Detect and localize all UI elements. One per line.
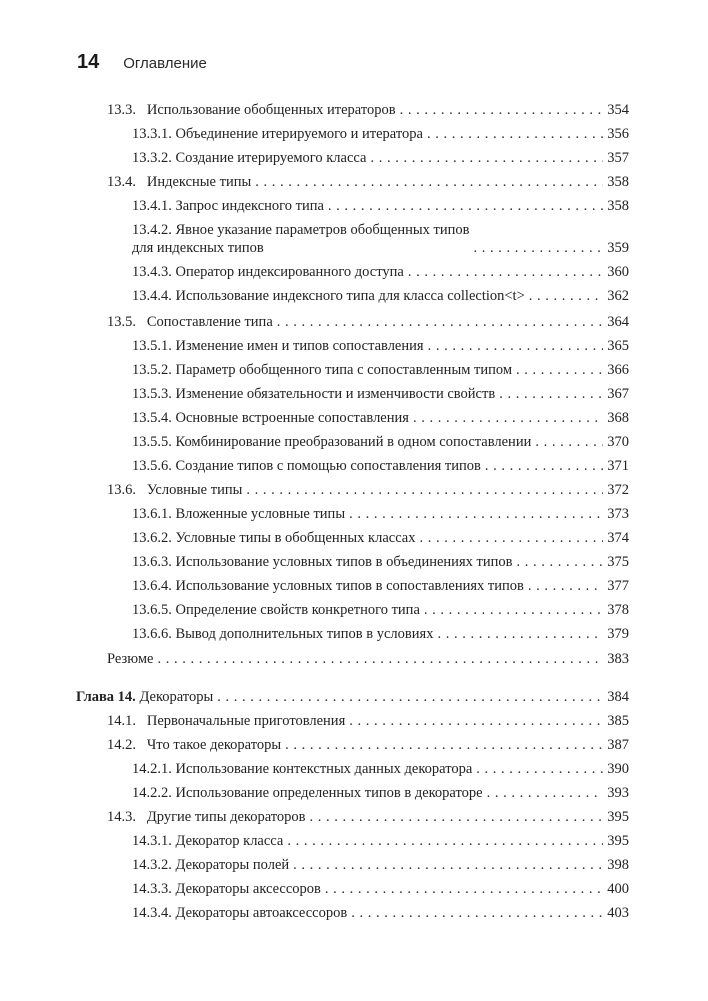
entry-number: 13.4.4. <box>132 288 172 304</box>
entry-title-line1: Явное указание параметров обобщенных типов <box>175 222 470 238</box>
entry-title: Декоратор класса <box>175 833 284 849</box>
dot-leader <box>499 385 603 403</box>
toc-entry[interactable] <box>132 385 629 403</box>
dot-leader <box>349 712 603 730</box>
dot-leader <box>370 149 603 167</box>
toc-entry[interactable] <box>132 625 629 643</box>
toc-entry[interactable] <box>132 553 629 571</box>
entry-number: 14.3.4. <box>132 905 172 921</box>
entry-page: 358 <box>607 198 629 214</box>
entry-page: 385 <box>607 713 629 729</box>
dot-leader <box>535 433 603 451</box>
entry-title: Резюме <box>107 651 154 667</box>
entry-page: 377 <box>607 578 629 594</box>
entry-page: 366 <box>607 362 629 378</box>
entry-title: Комбинирование преобразований в одном сопоставлении <box>175 434 532 450</box>
dot-leader <box>473 239 603 257</box>
toc-entry[interactable] <box>132 505 629 523</box>
dot-leader <box>325 880 603 898</box>
entry-number: 13.5.1. <box>132 338 172 354</box>
toc-entry[interactable] <box>107 712 629 730</box>
entry-page: 395 <box>607 833 629 849</box>
entry-title: Основные встроенные сопоставления <box>175 410 409 426</box>
entry-page: 370 <box>607 434 629 450</box>
toc-entry[interactable] <box>132 832 629 850</box>
entry-page: 371 <box>607 458 629 474</box>
entry-page: 373 <box>607 506 629 522</box>
toc-entry[interactable] <box>132 125 629 143</box>
dot-leader <box>255 173 603 191</box>
toc-entry[interactable] <box>132 149 629 167</box>
entry-page: 367 <box>607 386 629 402</box>
entry-number: 13.4.3. <box>132 264 172 280</box>
dot-leader <box>437 625 603 643</box>
toc-entry[interactable] <box>132 577 629 595</box>
entry-title: Изменение обязательности и изменчивости свойств <box>175 386 496 402</box>
toc-chapter-entry[interactable] <box>76 688 629 706</box>
dot-leader <box>427 125 603 143</box>
dot-leader <box>246 481 603 499</box>
entry-number: 13.5.4. <box>132 410 172 426</box>
dot-leader <box>351 904 603 922</box>
entry-page: 365 <box>607 338 629 354</box>
entry-title: Условные типы в обобщенных классах <box>175 530 416 546</box>
entry-number: 13.5.5. <box>132 434 172 450</box>
entry-page: 379 <box>607 626 629 642</box>
entry-page: 354 <box>607 102 629 118</box>
entry-number: 13.5. <box>107 314 136 330</box>
entry-title: Создание типов с помощью сопоставления типов <box>175 458 481 474</box>
entry-number: 13.6.3. <box>132 554 172 570</box>
entry-number: 13.6.1. <box>132 506 172 522</box>
entry-number: 14.1. <box>107 713 136 729</box>
dot-leader <box>516 553 603 571</box>
entry-page: 378 <box>607 602 629 618</box>
toc-entry[interactable] <box>132 361 629 379</box>
dot-leader <box>528 577 603 595</box>
entry-title: Использование обобщенных итераторов <box>146 102 396 118</box>
dot-leader <box>217 688 603 706</box>
entry-title: Что такое декораторы <box>146 737 282 753</box>
entry-page: 395 <box>607 809 629 825</box>
toc-entry[interactable] <box>132 221 629 257</box>
entry-page: 357 <box>607 150 629 166</box>
dot-leader <box>413 409 603 427</box>
toc-entry[interactable] <box>132 760 629 778</box>
entry-title: Декораторы полей <box>175 857 290 873</box>
entry-number: 13.5.3. <box>132 386 172 402</box>
entry-number: 14.2.2. <box>132 785 172 801</box>
page-number: 14 <box>77 51 100 73</box>
toc-entry[interactable] <box>132 784 629 802</box>
toc-entry[interactable] <box>132 409 629 427</box>
dot-leader <box>487 784 604 802</box>
entry-page: 400 <box>607 881 629 897</box>
dot-leader <box>424 601 603 619</box>
entry-title: Условные типы <box>146 482 243 498</box>
entry-number: 13.4.1. <box>132 198 172 214</box>
entry-title: Использование контекстных данных декоратора <box>175 761 473 777</box>
toc-entry[interactable] <box>107 101 629 119</box>
entry-title: Создание итерируемого класса <box>175 150 367 166</box>
dot-leader <box>349 505 603 523</box>
entry-page: 374 <box>607 530 629 546</box>
dot-leader <box>285 736 603 754</box>
entry-number: 13.5.2. <box>132 362 172 378</box>
running-title: Оглавление <box>123 55 207 72</box>
entry-title: Использование условных типов в объединениях типов <box>175 554 513 570</box>
entry-page: 398 <box>607 857 629 873</box>
entry-page: 384 <box>607 689 629 705</box>
dot-leader <box>157 650 603 668</box>
entry-title: Объединение итерируемого и итератора <box>175 126 423 142</box>
entry-title: Использование определенных типов в декораторе <box>175 785 483 801</box>
entry-page: 403 <box>607 905 629 921</box>
dot-leader <box>328 197 603 215</box>
entry-title: Оператор индексированного доступа <box>175 264 404 280</box>
entry-number: 13.6.5. <box>132 602 172 618</box>
toc-entry[interactable] <box>107 481 629 499</box>
entry-page: 362 <box>607 288 629 304</box>
entry-number: 14.3.3. <box>132 881 172 897</box>
entry-title-line2: для индексных типов <box>132 240 264 256</box>
entry-page: 387 <box>607 737 629 753</box>
chapter-number: Глава 14. <box>76 689 136 705</box>
toc-entry[interactable] <box>107 808 629 826</box>
entry-page: 358 <box>607 174 629 190</box>
entry-number: 13.4. <box>107 174 136 190</box>
entry-number: 13.5.6. <box>132 458 172 474</box>
entry-title: Определение свойств конкретного типа <box>175 602 420 618</box>
toc-entry[interactable] <box>132 287 629 305</box>
entry-title: Параметр обобщенного типа с сопоставленным типом <box>175 362 512 378</box>
entry-number: 14.2. <box>107 737 136 753</box>
entry-page: 359 <box>607 240 629 256</box>
toc-entry[interactable] <box>132 856 629 874</box>
toc-entry[interactable] <box>132 263 629 281</box>
entry-number: 14.3.1. <box>132 833 172 849</box>
dot-leader <box>293 856 603 874</box>
toc-entry[interactable] <box>132 457 629 475</box>
toc-entry[interactable] <box>107 650 629 668</box>
entry-title: Декораторы <box>139 689 214 705</box>
dot-leader <box>400 101 604 119</box>
toc-entry[interactable] <box>132 529 629 547</box>
entry-title: Изменение имен и типов сопоставления <box>175 338 424 354</box>
toc-entry[interactable] <box>132 601 629 619</box>
dot-leader <box>277 313 603 331</box>
entry-number: 13.6.2. <box>132 530 172 546</box>
toc-entry[interactable] <box>107 736 629 754</box>
toc-entry[interactable] <box>132 880 629 898</box>
dot-leader <box>428 337 604 355</box>
entry-page: 383 <box>607 651 629 667</box>
entry-title: Сопоставление типа <box>146 314 273 330</box>
toc-entry[interactable] <box>132 904 629 922</box>
dot-leader <box>420 529 604 547</box>
entry-page: 393 <box>607 785 629 801</box>
dot-leader <box>516 361 603 379</box>
entry-number: 13.6.4. <box>132 578 172 594</box>
entry-title: Индексные типы <box>146 174 252 190</box>
toc-entry[interactable] <box>132 433 629 451</box>
toc-entry[interactable] <box>107 173 629 191</box>
entry-title: Вывод дополнительных типов в условиях <box>175 626 434 642</box>
entry-title: Декораторы аксессоров <box>175 881 321 897</box>
entry-number: 14.2.1. <box>132 761 172 777</box>
page-header <box>77 51 207 74</box>
entry-page: 360 <box>607 264 629 280</box>
entry-title: Использование условных типов в сопоставлениях типов <box>175 578 524 594</box>
dot-leader <box>529 287 603 305</box>
entry-title: Вложенные условные типы <box>175 506 346 522</box>
entry-title: Первоначальные приготовления <box>146 713 346 729</box>
entry-title: Декораторы автоаксессоров <box>175 905 348 921</box>
entry-page: 390 <box>607 761 629 777</box>
dot-leader <box>485 457 603 475</box>
entry-title: Другие типы декораторов <box>146 809 306 825</box>
entry-page: 375 <box>607 554 629 570</box>
entry-page: 356 <box>607 126 629 142</box>
dot-leader <box>408 263 603 281</box>
entry-page: 368 <box>607 410 629 426</box>
entry-number: 13.3.2. <box>132 150 172 166</box>
dot-leader <box>287 832 603 850</box>
toc-entry[interactable] <box>107 313 629 331</box>
entry-number: 13.6.6. <box>132 626 172 642</box>
entry-number: 14.3. <box>107 809 136 825</box>
toc-entry[interactable] <box>132 197 629 215</box>
entry-number: 14.3.2. <box>132 857 172 873</box>
entry-number: 13.3.1. <box>132 126 172 142</box>
dot-leader <box>476 760 603 778</box>
entry-page: 364 <box>607 314 629 330</box>
entry-number: 13.4.2. <box>132 222 172 238</box>
entry-number: 13.3. <box>107 102 136 118</box>
entry-title: Использование индексного типа для класса collection<t> <box>175 288 525 304</box>
toc-entry[interactable] <box>132 337 629 355</box>
entry-number: 13.6. <box>107 482 136 498</box>
entry-page: 372 <box>607 482 629 498</box>
entry-title: Запрос индексного типа <box>175 198 324 214</box>
dot-leader <box>310 808 604 826</box>
